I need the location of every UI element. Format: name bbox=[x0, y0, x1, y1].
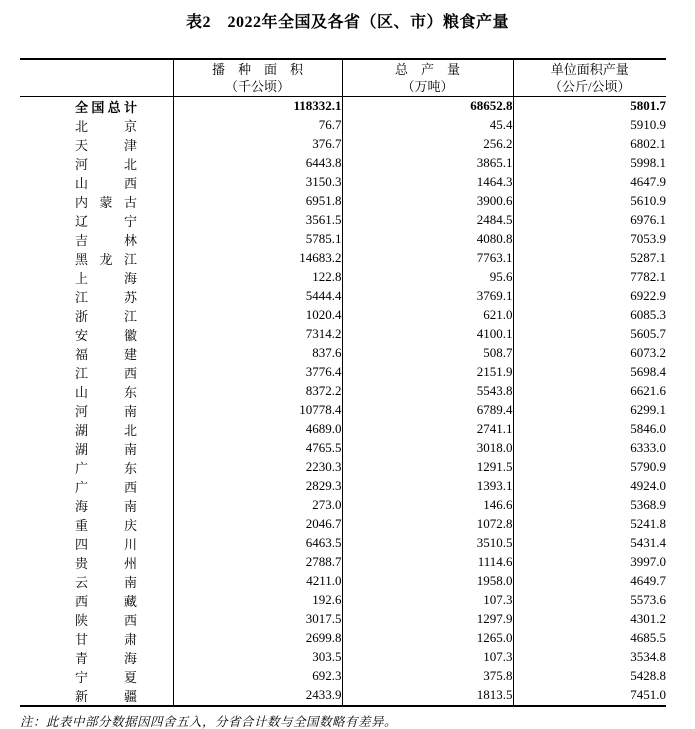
region-name-cell bbox=[20, 363, 173, 382]
region-name: 内 蒙 古 bbox=[75, 194, 137, 210]
region-name-cell bbox=[20, 667, 173, 686]
table-row bbox=[20, 458, 666, 477]
sown-area-value: 3776.4 bbox=[173, 363, 342, 382]
yield-value: 4301.2 bbox=[513, 610, 666, 629]
table-row bbox=[20, 135, 666, 154]
total-output-value: 375.8 bbox=[342, 667, 513, 686]
yield-value: 6085.3 bbox=[513, 306, 666, 325]
region-name: 湖 北 bbox=[75, 422, 137, 438]
total-output-value: 5543.8 bbox=[342, 382, 513, 401]
region-name-cell bbox=[20, 306, 173, 325]
yield-value: 7451.0 bbox=[513, 686, 666, 706]
table-row bbox=[20, 686, 666, 706]
region-name: 陕 西 bbox=[75, 612, 137, 628]
yield-value: 5431.4 bbox=[513, 534, 666, 553]
region-name: 广 西 bbox=[75, 479, 137, 495]
total-output-value: 95.6 bbox=[342, 268, 513, 287]
table-row bbox=[20, 230, 666, 249]
sown-area-value: 14683.2 bbox=[173, 249, 342, 268]
yield-value: 5801.7 bbox=[513, 96, 666, 116]
region-name: 北 京 bbox=[75, 118, 137, 134]
sown-area-value: 2829.3 bbox=[173, 477, 342, 496]
yield-value: 5573.6 bbox=[513, 591, 666, 610]
header-sown-area-line2: （千公顷） bbox=[224, 78, 290, 94]
region-name: 四 川 bbox=[75, 536, 137, 552]
table-row bbox=[20, 173, 666, 192]
header-total-output-line1: 总 产 量 bbox=[394, 61, 460, 77]
region-name-cell bbox=[20, 96, 173, 116]
region-name-cell bbox=[20, 629, 173, 648]
table-header bbox=[20, 59, 666, 96]
region-name-cell bbox=[20, 686, 173, 706]
table-row bbox=[20, 192, 666, 211]
yield-value: 6976.1 bbox=[513, 211, 666, 230]
table-row bbox=[20, 515, 666, 534]
region-name: 黑 龙 江 bbox=[75, 251, 137, 267]
region-name-cell bbox=[20, 591, 173, 610]
yield-value: 5846.0 bbox=[513, 420, 666, 439]
table-row bbox=[20, 306, 666, 325]
yield-value: 5368.9 bbox=[513, 496, 666, 515]
table-row bbox=[20, 211, 666, 230]
sown-area-value: 8372.2 bbox=[173, 382, 342, 401]
yield-value: 5698.4 bbox=[513, 363, 666, 382]
table-row bbox=[20, 116, 666, 135]
region-name-cell bbox=[20, 648, 173, 667]
total-output-value: 621.0 bbox=[342, 306, 513, 325]
header-sown-area-line1: 播 种 面 积 bbox=[211, 61, 303, 77]
table-row bbox=[20, 534, 666, 553]
region-name: 吉 林 bbox=[75, 232, 137, 248]
table-body bbox=[20, 96, 666, 706]
table-row bbox=[20, 496, 666, 515]
region-name-cell bbox=[20, 572, 173, 591]
header-row bbox=[20, 59, 666, 96]
grain-production-table bbox=[20, 58, 666, 707]
total-output-value: 1114.6 bbox=[342, 553, 513, 572]
header-cell-yield bbox=[513, 59, 666, 96]
table-row bbox=[20, 591, 666, 610]
region-name: 贵 州 bbox=[75, 555, 137, 571]
table-row bbox=[20, 325, 666, 344]
total-row bbox=[20, 96, 666, 116]
region-name-cell bbox=[20, 211, 173, 230]
table-row bbox=[20, 363, 666, 382]
total-output-value: 3510.5 bbox=[342, 534, 513, 553]
region-name-cell bbox=[20, 515, 173, 534]
total-output-value: 4080.8 bbox=[342, 230, 513, 249]
region-name-cell bbox=[20, 173, 173, 192]
sown-area-value: 1020.4 bbox=[173, 306, 342, 325]
region-name-cell bbox=[20, 230, 173, 249]
total-output-value: 1464.3 bbox=[342, 173, 513, 192]
region-name-cell bbox=[20, 382, 173, 401]
header-yield-line2: （公斤/公顷） bbox=[548, 78, 631, 94]
sown-area-value: 376.7 bbox=[173, 135, 342, 154]
table-row bbox=[20, 553, 666, 572]
region-name: 新 疆 bbox=[75, 688, 137, 704]
sown-area-value: 6463.5 bbox=[173, 534, 342, 553]
region-name: 浙 江 bbox=[75, 308, 137, 324]
total-output-value: 3900.6 bbox=[342, 192, 513, 211]
yield-value: 7053.9 bbox=[513, 230, 666, 249]
table-row bbox=[20, 420, 666, 439]
sown-area-value: 2788.7 bbox=[173, 553, 342, 572]
yield-value: 4649.7 bbox=[513, 572, 666, 591]
sown-area-value: 192.6 bbox=[173, 591, 342, 610]
sown-area-value: 2433.9 bbox=[173, 686, 342, 706]
sown-area-value: 2230.3 bbox=[173, 458, 342, 477]
total-output-value: 2151.9 bbox=[342, 363, 513, 382]
yield-value: 3534.8 bbox=[513, 648, 666, 667]
yield-value: 4647.9 bbox=[513, 173, 666, 192]
page-title: 表2 2022年全国及各省（区、市）粮食产量 bbox=[185, 14, 509, 31]
sown-area-value: 273.0 bbox=[173, 496, 342, 515]
total-output-value: 3018.0 bbox=[342, 439, 513, 458]
region-name: 广 东 bbox=[75, 460, 137, 476]
region-name-cell bbox=[20, 420, 173, 439]
yield-value: 6333.0 bbox=[513, 439, 666, 458]
sown-area-value: 303.5 bbox=[173, 648, 342, 667]
total-output-value: 7763.1 bbox=[342, 249, 513, 268]
region-name: 河 南 bbox=[75, 403, 137, 419]
total-output-value: 4100.1 bbox=[342, 325, 513, 344]
header-cell-sown-area bbox=[173, 59, 342, 96]
yield-value: 5790.9 bbox=[513, 458, 666, 477]
region-name: 全 国 总 计 bbox=[75, 99, 137, 115]
sown-area-value: 5785.1 bbox=[173, 230, 342, 249]
table-row bbox=[20, 610, 666, 629]
total-output-value: 3769.1 bbox=[342, 287, 513, 306]
sown-area-value: 7314.2 bbox=[173, 325, 342, 344]
region-name: 湖 南 bbox=[75, 441, 137, 457]
table-row bbox=[20, 382, 666, 401]
region-name-cell bbox=[20, 401, 173, 420]
header-cell-region bbox=[20, 59, 173, 96]
sown-area-value: 122.8 bbox=[173, 268, 342, 287]
table-row bbox=[20, 287, 666, 306]
sown-area-value: 2699.8 bbox=[173, 629, 342, 648]
yield-value: 5998.1 bbox=[513, 154, 666, 173]
total-output-value: 1297.9 bbox=[342, 610, 513, 629]
header-yield-line1: 单位面积产量 bbox=[550, 61, 629, 77]
region-name: 西 藏 bbox=[75, 593, 137, 609]
total-output-value: 107.3 bbox=[342, 591, 513, 610]
total-output-value: 508.7 bbox=[342, 344, 513, 363]
sown-area-value: 837.6 bbox=[173, 344, 342, 363]
region-name: 重 庆 bbox=[75, 517, 137, 533]
region-name: 山 西 bbox=[75, 175, 137, 191]
region-name: 上 海 bbox=[75, 270, 137, 286]
total-output-value: 3865.1 bbox=[342, 154, 513, 173]
table-row bbox=[20, 154, 666, 173]
sown-area-value: 4211.0 bbox=[173, 572, 342, 591]
sown-area-value: 2046.7 bbox=[173, 515, 342, 534]
region-name: 青 海 bbox=[75, 650, 137, 666]
region-name-cell bbox=[20, 116, 173, 135]
total-output-value: 45.4 bbox=[342, 116, 513, 135]
table-row bbox=[20, 477, 666, 496]
total-output-value: 1958.0 bbox=[342, 572, 513, 591]
table-row bbox=[20, 439, 666, 458]
total-output-value: 68652.8 bbox=[342, 96, 513, 116]
region-name-cell bbox=[20, 135, 173, 154]
yield-value: 5287.1 bbox=[513, 249, 666, 268]
region-name-cell bbox=[20, 287, 173, 306]
region-name: 河 北 bbox=[75, 156, 137, 172]
table-row bbox=[20, 572, 666, 591]
region-name-cell bbox=[20, 610, 173, 629]
region-name-cell bbox=[20, 458, 173, 477]
sown-area-value: 6443.8 bbox=[173, 154, 342, 173]
yield-value: 6922.9 bbox=[513, 287, 666, 306]
region-name-cell bbox=[20, 192, 173, 211]
total-output-value: 6789.4 bbox=[342, 401, 513, 420]
yield-value: 6802.1 bbox=[513, 135, 666, 154]
yield-value: 6299.1 bbox=[513, 401, 666, 420]
region-name: 宁 夏 bbox=[75, 669, 137, 685]
total-output-value: 1813.5 bbox=[342, 686, 513, 706]
table-row bbox=[20, 667, 666, 686]
total-output-value: 1393.1 bbox=[342, 477, 513, 496]
region-name: 天 津 bbox=[75, 137, 137, 153]
sown-area-value: 6951.8 bbox=[173, 192, 342, 211]
region-name-cell bbox=[20, 496, 173, 515]
table-row bbox=[20, 629, 666, 648]
region-name-cell bbox=[20, 534, 173, 553]
yield-value: 5428.8 bbox=[513, 667, 666, 686]
yield-value: 4924.0 bbox=[513, 477, 666, 496]
total-output-value: 1072.8 bbox=[342, 515, 513, 534]
table-row bbox=[20, 401, 666, 420]
region-name-cell bbox=[20, 154, 173, 173]
sown-area-value: 3017.5 bbox=[173, 610, 342, 629]
sown-area-value: 118332.1 bbox=[173, 96, 342, 116]
yield-value: 6073.2 bbox=[513, 344, 666, 363]
total-output-value: 256.2 bbox=[342, 135, 513, 154]
region-name-cell bbox=[20, 477, 173, 496]
yield-value: 5605.7 bbox=[513, 325, 666, 344]
table-row bbox=[20, 268, 666, 287]
header-total-output-line2: （万吨） bbox=[401, 78, 454, 94]
yield-value: 5241.8 bbox=[513, 515, 666, 534]
footnote: 注：此表中部分数据因四舍五入，分省合计数与全国数略有差异。 bbox=[20, 714, 398, 729]
region-name: 辽 宁 bbox=[75, 213, 137, 229]
table-row bbox=[20, 249, 666, 268]
sown-area-value: 76.7 bbox=[173, 116, 342, 135]
total-output-value: 1265.0 bbox=[342, 629, 513, 648]
yield-value: 5610.9 bbox=[513, 192, 666, 211]
sown-area-value: 3561.5 bbox=[173, 211, 342, 230]
total-output-value: 2741.1 bbox=[342, 420, 513, 439]
yield-value: 3997.0 bbox=[513, 553, 666, 572]
region-name: 山 东 bbox=[75, 384, 137, 400]
region-name: 江 苏 bbox=[75, 289, 137, 305]
total-output-value: 146.6 bbox=[342, 496, 513, 515]
region-name: 海 南 bbox=[75, 498, 137, 514]
total-output-value: 1291.5 bbox=[342, 458, 513, 477]
region-name-cell bbox=[20, 325, 173, 344]
region-name-cell bbox=[20, 268, 173, 287]
region-name: 江 西 bbox=[75, 365, 137, 381]
sown-area-value: 4765.5 bbox=[173, 439, 342, 458]
table-row bbox=[20, 648, 666, 667]
region-name-cell bbox=[20, 439, 173, 458]
sown-area-value: 4689.0 bbox=[173, 420, 342, 439]
total-output-value: 2484.5 bbox=[342, 211, 513, 230]
yield-value: 6621.6 bbox=[513, 382, 666, 401]
region-name: 云 南 bbox=[75, 574, 137, 590]
region-name: 安 徽 bbox=[75, 327, 137, 343]
sown-area-value: 10778.4 bbox=[173, 401, 342, 420]
header-cell-total-output bbox=[342, 59, 513, 96]
region-name: 甘 肃 bbox=[75, 631, 137, 647]
region-name-cell bbox=[20, 553, 173, 572]
yield-value: 5910.9 bbox=[513, 116, 666, 135]
region-name-cell bbox=[20, 344, 173, 363]
sown-area-value: 5444.4 bbox=[173, 287, 342, 306]
total-output-value: 107.3 bbox=[342, 648, 513, 667]
region-name-cell bbox=[20, 249, 173, 268]
region-name: 福 建 bbox=[75, 346, 137, 362]
yield-value: 7782.1 bbox=[513, 268, 666, 287]
sown-area-value: 3150.3 bbox=[173, 173, 342, 192]
sown-area-value: 692.3 bbox=[173, 667, 342, 686]
yield-value: 4685.5 bbox=[513, 629, 666, 648]
table-row bbox=[20, 344, 666, 363]
